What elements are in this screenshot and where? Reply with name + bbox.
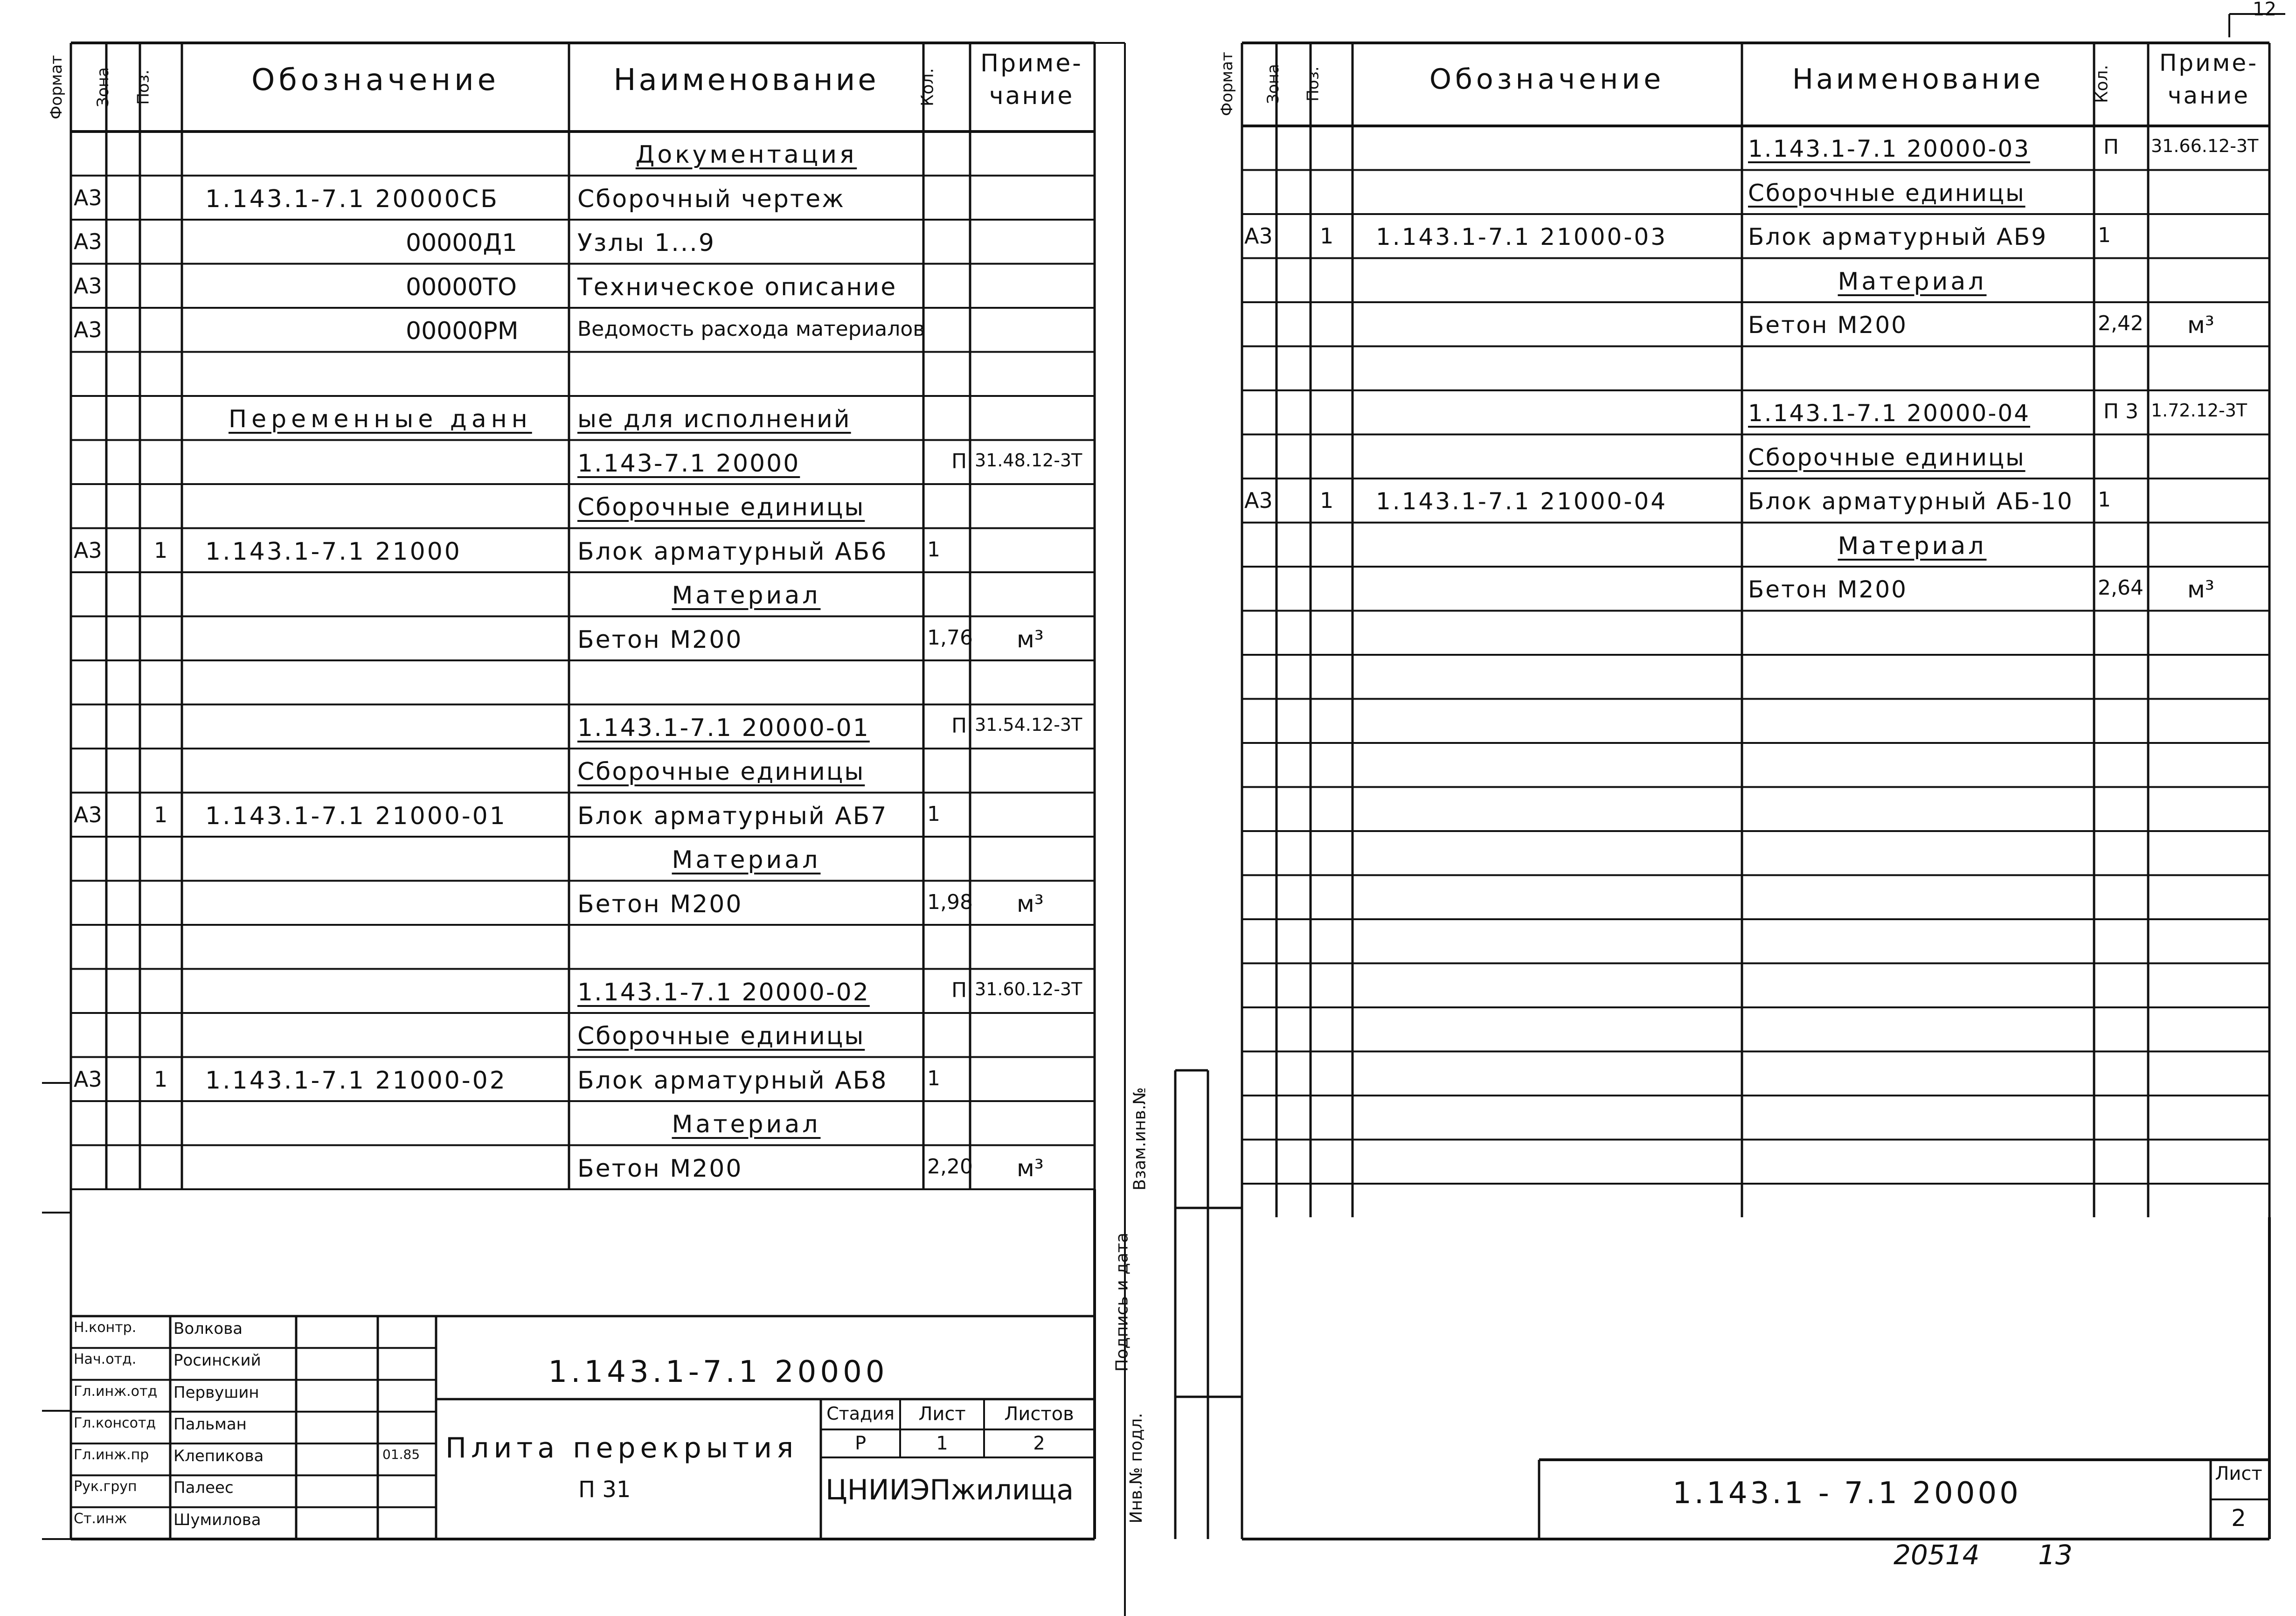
row-note: м³ — [2187, 312, 2214, 339]
row-name: Сборочные единицы — [1748, 444, 2025, 471]
staff-role: Нач.отд. — [74, 1351, 137, 1368]
row-format: А3 — [74, 273, 102, 298]
row-designation: 1.143.1-7.1 21000-02 — [205, 1066, 507, 1095]
row-format: А3 — [1244, 223, 1273, 249]
row-note: м³ — [1017, 890, 1044, 917]
row-name: Сборочный чертеж — [577, 185, 845, 213]
row-note: 31.60.12-3Т — [975, 978, 1082, 999]
row-pos: 1 — [1320, 223, 1334, 249]
row-designation: 1.143.1-7.1 21000-01 — [205, 802, 507, 830]
side-label-sign-date: Подпись и дата — [1112, 1232, 1132, 1372]
row-name: Сборочные единицы — [577, 1022, 865, 1050]
row-name: Техническое описание — [577, 273, 897, 301]
drawing-title: Плита перекрытия — [445, 1432, 798, 1464]
header-qty: Кол. — [2092, 64, 2112, 104]
header-name: Наименование — [1792, 63, 2044, 96]
doc-number: 1.143.1-7.1 20000 — [548, 1355, 888, 1389]
staff-name: Волкова — [173, 1319, 243, 1338]
staff-role: Н.контр. — [74, 1319, 137, 1336]
row-note: м³ — [2187, 576, 2214, 603]
row-qty: 1 — [2098, 223, 2111, 247]
staff-name: Пальман — [173, 1415, 247, 1434]
staff-name: Клепикова — [173, 1447, 264, 1466]
header-pos: Поз. — [134, 69, 153, 105]
staff-role: Гл.инж.отд — [74, 1383, 158, 1400]
header-designation: Обозначение — [1429, 63, 1665, 96]
row-qty: 2,20 — [927, 1154, 973, 1179]
sheet-value: 1 — [936, 1433, 948, 1454]
row-qty: 2,42 — [2098, 312, 2143, 335]
row-format: А3 — [74, 185, 102, 210]
row-name: Ведомость расхода материалов — [577, 317, 925, 341]
row-qty: П — [951, 449, 967, 473]
row-name: Материал — [1838, 532, 1987, 560]
header-note-line1: Приме- — [2159, 49, 2259, 76]
row-format: А3 — [74, 229, 102, 254]
row-designation: 00000ТО — [406, 273, 517, 301]
header-name: Наименование — [613, 63, 879, 97]
header-note-line2: чание — [2167, 82, 2250, 109]
row-name: Блок арматурный АБ6 — [577, 537, 888, 566]
row-designation: 1.143.1-7.1 21000-04 — [1376, 488, 1668, 515]
row-qty: П 3 — [2103, 400, 2139, 423]
row-note: 31.48.12-3Т — [975, 450, 1082, 471]
row-pos: 1 — [1320, 488, 1334, 513]
handwritten-number: 20514 — [1894, 1539, 1980, 1571]
stage-label: Стадия — [826, 1403, 895, 1424]
row-designation: 1.143.1-7.1 20000СБ — [205, 185, 499, 213]
row-qty: 1 — [927, 1066, 940, 1090]
row-name: Узлы 1...9 — [577, 229, 715, 257]
row-designation: 00000Д1 — [406, 229, 518, 257]
header-pos: Поз. — [1304, 66, 1323, 102]
header-format: Формат — [1218, 52, 1237, 116]
doc-number: 1.143.1 - 7.1 20000 — [1672, 1476, 2021, 1511]
handwritten-number: 13 — [2038, 1539, 2073, 1571]
row-qty: П — [2103, 135, 2119, 159]
row-note: м³ — [1017, 1154, 1044, 1182]
row-name: Материал — [1838, 267, 1987, 296]
side-label-vzam-inv: Взам.инв.№ — [1130, 1087, 1150, 1191]
row-name: Бетон М200 — [1748, 312, 1908, 339]
row-qty: 1 — [927, 537, 940, 562]
row-format: А3 — [74, 537, 102, 563]
row-name: Блок арматурный АБ-10 — [1748, 488, 2074, 515]
row-name: Сборочные единицы — [1748, 179, 2025, 207]
stage-value: Р — [854, 1433, 867, 1454]
row-format: А3 — [74, 802, 102, 827]
row-name: Сборочные единицы — [577, 493, 865, 521]
row-name: Документация — [635, 141, 857, 169]
row-name: Материал — [672, 1110, 821, 1138]
staff-role: Гл.инж.пр — [74, 1447, 149, 1463]
row-name: 1.143.1-7.1 20000-01 — [577, 714, 870, 742]
row-pos: 1 — [154, 1066, 168, 1092]
row-name: 1.143.1-7.1 20000-04 — [1748, 400, 2031, 427]
side-label-inv-podl: Инв.№ подл. — [1127, 1413, 1146, 1524]
row-qty: 2,64 — [2098, 576, 2143, 600]
staff-date: 01.85 — [382, 1447, 420, 1463]
row-name: Блок арматурный АБ7 — [577, 802, 888, 830]
row-designation: 00000РМ — [406, 317, 519, 345]
staff-name: Палеес — [173, 1478, 234, 1498]
row-name: Материал — [672, 582, 821, 610]
row-name: 1.143.1-7.1 20000-03 — [1748, 135, 2031, 162]
row-name: Сборочные единицы — [577, 758, 865, 786]
staff-role: Рук.груп — [74, 1478, 137, 1495]
header-qty: Кол. — [918, 68, 937, 107]
row-note: 31.66.12-3Т — [2151, 136, 2259, 156]
row-name: Блок арматурный АБ8 — [577, 1066, 888, 1095]
row-qty: 1 — [2098, 488, 2111, 512]
row-format: А3 — [74, 317, 102, 342]
row-format: А3 — [74, 1066, 102, 1092]
row-designation: Переменные данн — [229, 405, 532, 433]
row-note: 31.54.12-3Т — [975, 714, 1082, 735]
sheet-value: 2 — [2231, 1505, 2246, 1532]
row-name: Материал — [672, 846, 821, 874]
sheets-label: Листов — [1004, 1403, 1074, 1425]
staff-name: Росинский — [173, 1351, 261, 1370]
header-note-line2: чание — [989, 82, 1075, 110]
sheet-label: Лист — [918, 1403, 966, 1425]
staff-role: Гл.консотд — [74, 1415, 156, 1431]
sheet-label: Лист — [2215, 1463, 2262, 1484]
row-format: А3 — [1244, 488, 1273, 513]
row-name: Бетон М200 — [577, 1154, 743, 1183]
row-pos: 1 — [154, 802, 168, 827]
staff-name: Первушин — [173, 1383, 259, 1402]
row-pos: 1 — [154, 537, 168, 563]
row-name: ые для исполнений — [577, 405, 851, 433]
sheets-value: 2 — [1033, 1433, 1045, 1454]
header-zone: Зона — [1264, 64, 1283, 104]
row-note: м³ — [1017, 625, 1044, 653]
row-name: 1.143.1-7.1 20000-02 — [577, 978, 870, 1006]
header-note-line1: Приме- — [980, 49, 1083, 77]
row-designation: 1.143.1-7.1 21000-03 — [1376, 223, 1668, 250]
row-name: Бетон М200 — [1748, 576, 1908, 603]
row-designation: 1.143.1-7.1 21000 — [205, 537, 462, 566]
corner-mark: 12 — [2253, 0, 2276, 20]
row-qty: П — [951, 714, 967, 738]
row-name: 1.143-7.1 20000 — [577, 449, 800, 478]
row-qty: 1,76 — [927, 625, 973, 650]
organization: ЦНИИЭПжилища — [825, 1474, 1074, 1506]
row-name: Бетон М200 — [577, 890, 743, 918]
staff-role: Ст.инж — [74, 1510, 127, 1527]
row-note: 1.72.12-3Т — [2151, 400, 2247, 421]
row-qty: 1,98 — [927, 890, 973, 914]
staff-name: Шумилова — [173, 1510, 261, 1529]
row-qty: П — [951, 978, 967, 1002]
header-designation: Обозначение — [251, 63, 500, 97]
row-name: Блок арматурный АБ9 — [1748, 223, 2048, 250]
header-format: Формат — [47, 55, 66, 119]
row-name: Бетон М200 — [577, 625, 743, 654]
header-zone: Зона — [94, 67, 113, 107]
row-qty: 1 — [927, 802, 940, 826]
drawing-subtitle: П 31 — [578, 1477, 631, 1503]
